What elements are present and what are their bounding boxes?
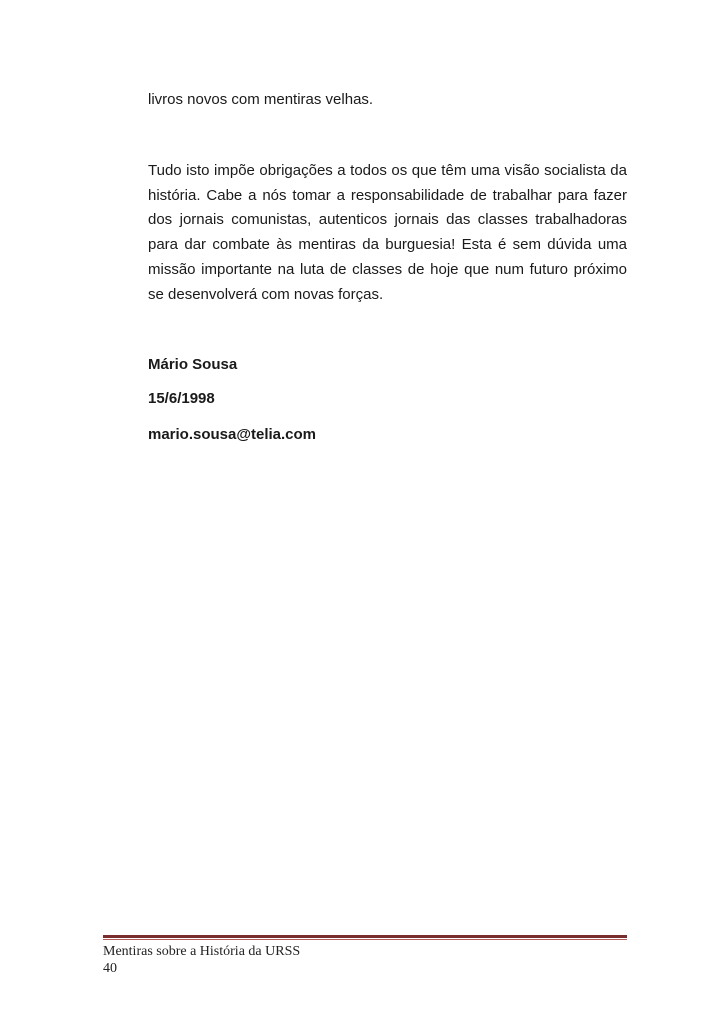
page-number: 40 — [103, 961, 117, 976]
signature-date: 15/6/1998 — [148, 390, 215, 407]
author-email: mario.sousa@telia.com — [148, 426, 317, 443]
body-paragraph: Tudo isto impõe obrigações a todos os que têm uma visão socialista da história. Cabe a nós tomar a responsabilidade de trabalhar para fazer dos jornais comunistas, autenticos jornais das classes trabalhadoras para dar combate às mentiras da burguesia! Esta é sem dúvida uma missão importante na luta de classes de hoje que num futuro próximo se desenvolverá com novas forças. — [148, 162, 627, 303]
author-name: Mário Sousa — [148, 356, 238, 373]
footer-title: Mentiras sobre a História da URSS — [103, 944, 301, 959]
footer-rule-light — [103, 939, 627, 940]
footer-rule-dark — [103, 935, 627, 938]
body-text-first-line: livros novos com mentiras velhas. — [148, 91, 374, 108]
